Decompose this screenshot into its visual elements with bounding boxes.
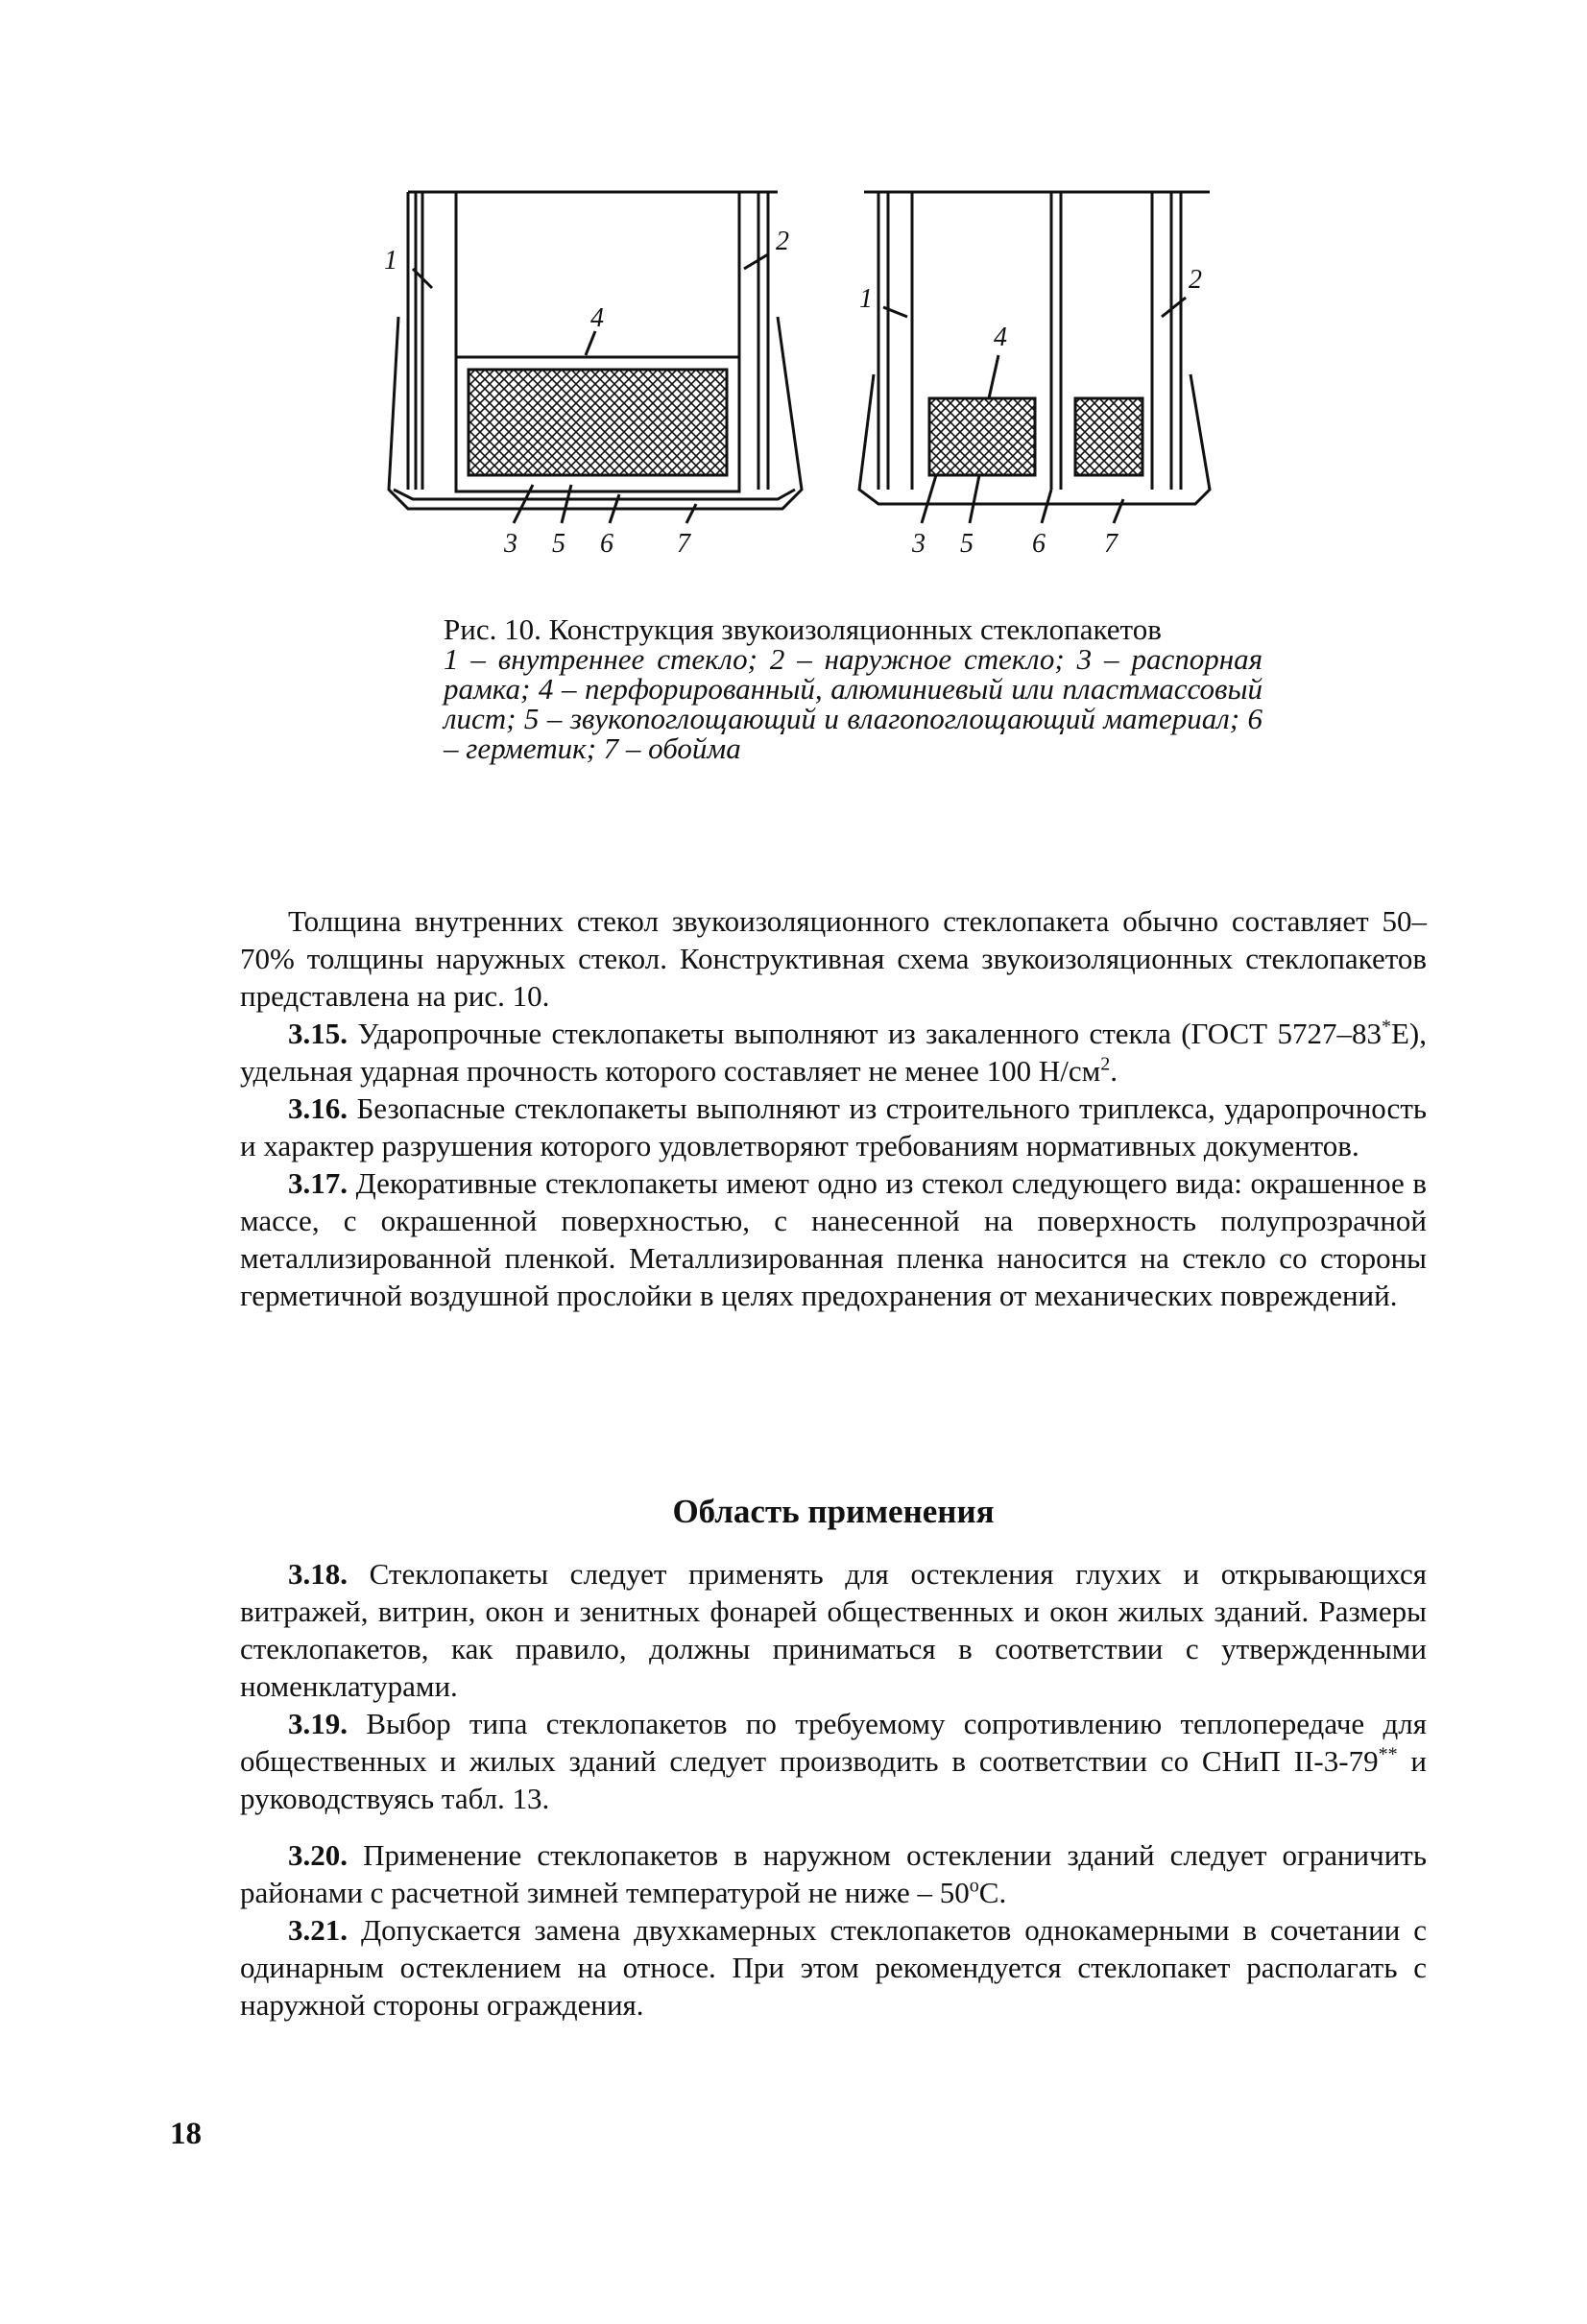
clause-text: и руководствуясь табл. 13. — [240, 1744, 1428, 1815]
clause-number: 3.21. — [288, 1913, 348, 1947]
label-3-left: 3 — [504, 529, 517, 559]
paragraph-3-19 — [240, 1705, 1427, 1817]
clause-text: Безопасные стеклопакеты выполняют из строительного триплекса, ударопрочность и характер разрушения которого удовлетворяют требованиям нормативных документов. — [240, 1091, 1427, 1162]
label-7-right: 7 — [1104, 529, 1118, 559]
label-5-left: 5 — [552, 529, 565, 559]
paragraph-3-18 — [240, 1555, 1427, 1705]
body-text-upper — [240, 902, 1427, 1314]
caption-title: Рис. 10. Конструкция звукоизоляционных стеклопакетов — [444, 612, 1162, 646]
clause-text: Допускается замена двухкамерных стеклопакетов однокамерными в сочетании с одинарным остеклением на относе. При этом рекомендуется стеклопакет располагать с наружной стороны ограждения. — [240, 1913, 1427, 2022]
paragraph-3-20 — [240, 1836, 1427, 1911]
clause-text: Е), удельная ударная прочность которого составляет не менее 100 Н/см — [240, 1017, 1427, 1088]
clause-number: 3.19. — [288, 1707, 348, 1740]
label-3-right: 3 — [912, 529, 926, 559]
clause-text: С. — [978, 1876, 1007, 1909]
clause-text: Применение стеклопакетов в наружном остеклении зданий следует ограничить районами с расчетной зимней температурой не ниже – 50 — [240, 1838, 1427, 1909]
paragraph-3-16 — [240, 1090, 1427, 1164]
clause-sup: * — [1381, 1016, 1391, 1038]
label-7-left: 7 — [677, 529, 690, 559]
clause-sup: 2 — [1100, 1053, 1111, 1075]
clause-number: 3.16. — [288, 1091, 348, 1125]
paragraph-intro: Толщина внутренних стекол звукоизоляционного стеклопакета обычно составляет 50–70% толщины наружных стекол. Конструктивная схема звукоизоляционных стеклопакетов представлена на рис. 10. — [240, 904, 1427, 1013]
clause-number: 3.17. — [288, 1166, 348, 1200]
figure-drawing — [365, 163, 1229, 595]
figure-caption — [444, 614, 1262, 763]
clause-sup: о — [969, 1875, 979, 1897]
label-4-right: 4 — [994, 323, 1007, 352]
clause-text: . — [1110, 1054, 1118, 1088]
label-2-right: 2 — [1189, 265, 1202, 295]
paragraph-3-15 — [240, 1015, 1427, 1090]
paragraph-3-17 — [240, 1164, 1427, 1314]
clause-sup: ** — [1378, 1743, 1398, 1765]
clause-text: Стеклопакеты следует применять для остекления глухих и открывающихся витражей, витрин, окон и зенитных фонарей общественных и окон жилых зданий. Размеры стеклопакетов, как правило, должны приниматься в соответствии с утвержденными номенклатурами. — [240, 1557, 1428, 1703]
clause-text: Ударопрочные стеклопакеты выполняют из закаленного стекла (ГОСТ 5727–83 — [357, 1017, 1382, 1050]
page-number: 18 — [170, 2117, 202, 2151]
caption-legend: 1 – внутреннее стекло; 2 – наружное стекло; 3 – распорная рамка; 4 – перфорированный, алюминиевый или пластмассовый лист; 5 – звукопоглощающий и влагопоглощающий материал; 6 – герметик; 7 – обойма — [444, 642, 1262, 765]
label-1-right: 1 — [859, 284, 873, 314]
paragraph-3-21 — [240, 1911, 1427, 2024]
clause-number: 3.15. — [288, 1017, 348, 1050]
label-5-right: 5 — [960, 529, 974, 559]
clause-text: Декоративные стеклопакеты имеют одно из стекол следующего вида: окрашенное в массе, с окрашенной поверхностью, с нанесенной на поверхность полупрозрачной металлизированной пленкой. Металлизированная пленка наносится на стекло со стороны герметичной воздушной прослойки в целях предохранения от механических повреждений. — [240, 1166, 1427, 1312]
clause-number: 3.18. — [288, 1557, 348, 1591]
clause-text: Выбор типа стеклопакетов по требуемому сопротивлению теплопередаче для общественных и жилых зданий следует производить в соответствии со СНиП II-3-79 — [240, 1707, 1428, 1778]
body-text-lower — [240, 1555, 1427, 2024]
clause-number: 3.20. — [288, 1838, 348, 1872]
section-heading: Область применения — [672, 1493, 995, 1530]
label-6-left: 6 — [600, 529, 613, 559]
figure-10 — [365, 163, 1229, 595]
label-4-left: 4 — [590, 303, 604, 333]
label-1-left: 1 — [384, 246, 397, 276]
label-6-right: 6 — [1032, 529, 1046, 559]
label-2-left: 2 — [776, 227, 789, 256]
